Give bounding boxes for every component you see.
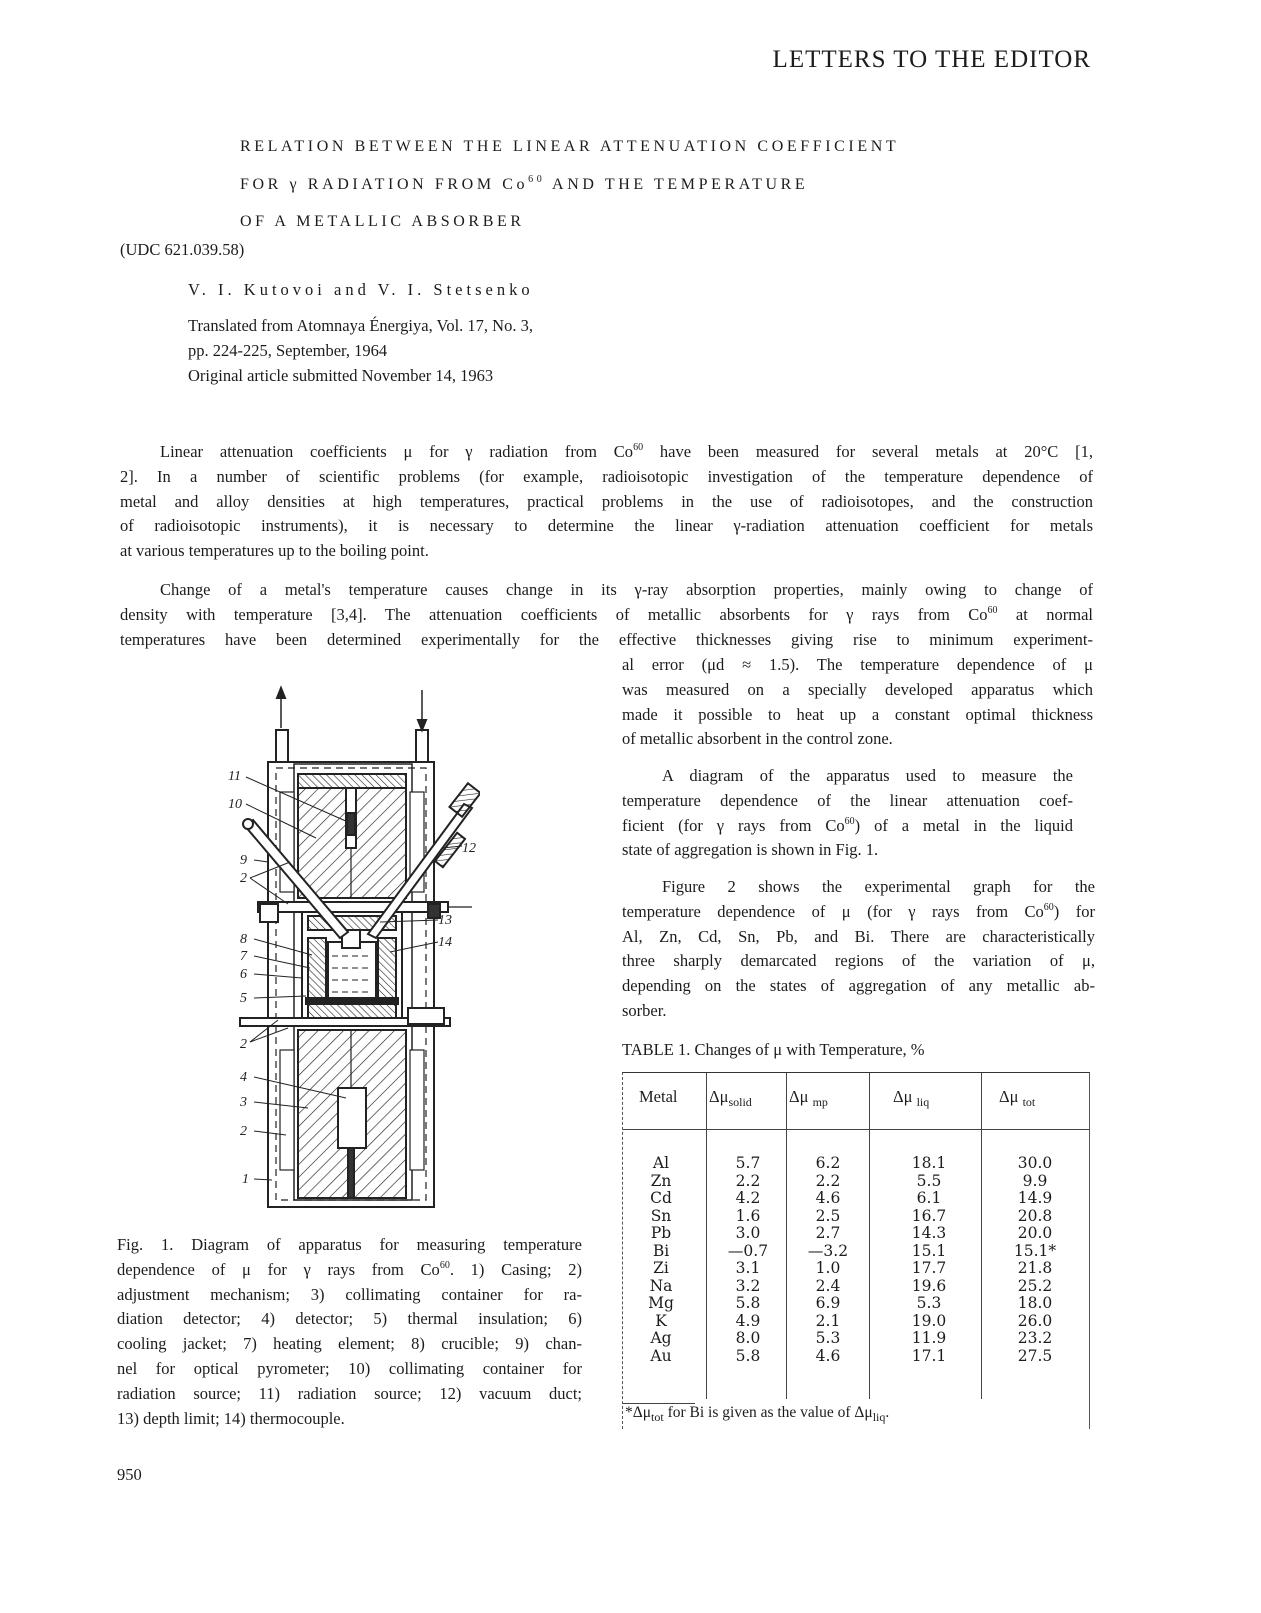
header-solid: $\Delta\mu_{solid}$: [709, 1087, 752, 1109]
label-2: 2: [240, 1124, 247, 1139]
text-segment: adjustment mechanism; 3) collimating container for ra-: [117, 1284, 582, 1304]
table-cell: 5.8: [735, 1294, 761, 1312]
table-cell: 5.8: [735, 1346, 761, 1365]
label-6: 6: [240, 967, 247, 982]
table-cell: Mg: [648, 1294, 674, 1312]
text-segment: ) of a metal in the liquid: [854, 815, 1073, 835]
label-1: 1: [242, 1172, 249, 1187]
table-cell: 18.0: [1017, 1294, 1053, 1312]
table-cell: 21.8: [1017, 1259, 1053, 1277]
table-cell: Sn: [650, 1206, 672, 1225]
text-segment: diation detector; 4) detector; 5) thermal insulation; 6): [117, 1309, 582, 1329]
text-segment: Linear attenuation coefficients μ for γ radiation from Co: [160, 442, 634, 461]
text-segment: al error (μd ≈ 1.5). The temperature dependence of μ: [622, 655, 1093, 674]
column-metal: [643, 1155, 679, 1365]
text-segment: Fig. 1. Diagram of apparatus for measuring temperature: [117, 1235, 582, 1254]
text-segment: radiation source; 11) radiation source; 12) vacuum duct;: [117, 1383, 582, 1403]
table-cell: 2.1: [815, 1311, 841, 1330]
superscript: 60: [844, 815, 855, 827]
text-segment: Original article submitted November 14, 1963: [188, 365, 494, 385]
table-cell: 4.9: [735, 1311, 761, 1330]
text-segment: . 1) Casing; 2): [449, 1259, 582, 1279]
text-line: [622, 727, 1093, 752]
text-line: [622, 925, 1095, 950]
text-segment: temperature dependence of μ (for γ rays from Co: [622, 901, 1044, 921]
label-9: 9: [240, 853, 247, 868]
text-line: [120, 465, 1093, 490]
text-line: [117, 1233, 582, 1258]
table-cell: Bi: [652, 1241, 670, 1260]
text-segment: metal and alloy densities at high temperatures, practical problems in the use of radioisotopes, and the construction: [120, 491, 1093, 511]
text-segment: three sharply demarcated regions of the variation of μ,: [622, 951, 1095, 971]
text-segment: density with temperature [3,4]. The attenuation coefficients of metallic absorbents for γ rays from Co: [120, 604, 988, 624]
text-line: [622, 764, 1073, 789]
text-segment: dependence of μ for γ rays from Co: [117, 1259, 440, 1279]
paragraph-2-continued: [622, 653, 1093, 752]
text-line: [622, 875, 1095, 900]
udc-code: (UDC 621.039.58): [120, 240, 245, 259]
label-3: 3: [240, 1095, 247, 1110]
page-number: 950: [117, 1465, 142, 1484]
text-segment: Translated from Atomnaya Énergiya, Vol. 17, No. 3,: [188, 316, 533, 335]
table-cell: 2.5: [815, 1206, 841, 1225]
text-line: [117, 1407, 582, 1432]
text-segment: A diagram of the apparatus used to measure the: [662, 766, 1073, 785]
data-table: [622, 1072, 1090, 1429]
header-metal: Metal: [639, 1087, 678, 1106]
table-cell: Zn: [650, 1171, 672, 1190]
table-cell: Au: [650, 1346, 672, 1365]
text-segment: Change of a metal's temperature causes change in its γ-ray absorption properties, mainly owing to change of: [160, 580, 1093, 599]
column-liq: [899, 1155, 959, 1365]
label-2: 2: [240, 871, 247, 886]
text-segment: depending on the states of aggregation of any metallic ab-: [622, 976, 1095, 996]
table-cell: 3.0: [735, 1224, 761, 1242]
label-4: 4: [240, 1070, 247, 1085]
text-segment: nel for optical pyrometer; 10) collimating container for: [117, 1358, 582, 1378]
table-cell: 19.6: [911, 1276, 947, 1295]
table-cell: 4.6: [815, 1189, 841, 1207]
label-14: 14: [438, 935, 452, 950]
text-segment: temperatures have been determined experimentally for the effective thicknesses giving rise to minimum experiment-: [120, 629, 1093, 649]
table-cell: —0.7: [727, 1241, 769, 1260]
text-line: [622, 974, 1095, 999]
superscript: 60: [528, 173, 546, 185]
table-cell: 3.2: [735, 1276, 761, 1295]
text-segment: FOR γ RADIATION FROM Co: [240, 175, 529, 193]
figure-caption: [117, 1233, 582, 1431]
table-cell: 18.1: [911, 1154, 947, 1172]
table-cell: 11.9: [911, 1329, 947, 1347]
label-2: 2: [240, 1037, 247, 1052]
table-cell: 4.2: [735, 1189, 761, 1207]
paragraph-1: [120, 440, 1093, 564]
table-cell: 5.3: [916, 1294, 942, 1312]
header-tot: Δμ $_{tot}$: [999, 1087, 1036, 1109]
label-5: 5: [240, 991, 247, 1006]
table-cell: 25.2: [1017, 1276, 1053, 1295]
label-8: 8: [240, 932, 247, 947]
paragraph-3: [622, 764, 1073, 863]
text-segment: temperature dependence of the linear attenuation coef-: [622, 790, 1073, 810]
text-segment: cooling jacket; 7) heating element; 8) crucible; 9) chan-: [117, 1334, 582, 1354]
text-line: [622, 703, 1093, 728]
authors: V. I. Kutovoi and V. I. Stetsenko: [188, 280, 534, 299]
text-segment: of metallic absorbent in the control zone.: [622, 729, 893, 749]
running-header: LETTERS TO THE EDITOR: [772, 46, 1091, 73]
text-line: [622, 999, 1095, 1024]
label-7: 7: [240, 949, 247, 964]
article-title: [120, 128, 900, 241]
text-segment: at normal: [997, 604, 1093, 624]
text-line: [120, 490, 1093, 515]
text-line: [117, 1332, 582, 1357]
column-solid: [723, 1155, 773, 1365]
header-mp: Δμ $_{mp}$: [789, 1087, 828, 1109]
text-line: [622, 949, 1095, 974]
text-line: [622, 900, 1095, 925]
text-line: [622, 678, 1093, 703]
text-segment: RELATION BETWEEN THE LINEAR ATTENUATION COEFFICIENT: [240, 138, 900, 155]
table-cell: Pb: [650, 1224, 672, 1242]
table-cell: 6.2: [815, 1154, 841, 1172]
text-segment: ) for: [1053, 901, 1095, 921]
label-10: 10: [228, 797, 242, 812]
table-cell: 8.0: [735, 1329, 761, 1347]
table-cell: 15.1: [911, 1241, 947, 1260]
text-segment: OF A METALLIC ABSORBER: [240, 213, 525, 230]
table-cell: 5.7: [735, 1154, 761, 1172]
table-cell: 9.9: [1022, 1171, 1048, 1190]
superscript: 60: [439, 1259, 450, 1271]
label-12: 12: [462, 841, 476, 856]
table-cell: 5.3: [815, 1329, 841, 1347]
text-segment: Figure 2 shows the experimental graph for the: [662, 877, 1095, 896]
text-segment: AND THE TEMPERATURE: [545, 175, 809, 193]
table-cell: 30.0: [1017, 1154, 1053, 1172]
table-cell: 1.6: [735, 1206, 761, 1225]
table-cell: 27.5: [1017, 1346, 1053, 1365]
table-cell: 5.5: [916, 1171, 942, 1190]
text-line: [117, 1357, 582, 1382]
table-cell: 19.0: [911, 1311, 947, 1330]
text-line: [188, 364, 533, 389]
table-cell: Zi: [653, 1259, 669, 1277]
paragraph-2: [120, 578, 1093, 652]
text-line: [622, 653, 1093, 678]
text-line: [120, 440, 1093, 465]
text-line: [117, 1283, 582, 1308]
text-line: [120, 578, 1093, 603]
text-segment: pp. 224-225, September, 1964: [188, 340, 388, 360]
text-segment: at various temperatures up to the boiling point.: [120, 541, 429, 561]
text-line: [120, 514, 1093, 539]
table-cell: 2.2: [735, 1171, 761, 1190]
text-segment: was measured on a specially developed apparatus which: [622, 679, 1093, 699]
text-line: [120, 628, 1093, 653]
text-line: [117, 1307, 582, 1332]
table-cell: 2.2: [815, 1171, 841, 1190]
column-tot: [1005, 1155, 1065, 1365]
table-cell: —3.2: [807, 1241, 849, 1260]
table-cell: 20.8: [1017, 1206, 1053, 1225]
text-line: [240, 166, 899, 204]
table-cell: 26.0: [1017, 1311, 1053, 1330]
text-line: [120, 539, 1093, 564]
text-line: [120, 603, 1093, 628]
table-cell: 16.7: [911, 1206, 947, 1225]
text-line: [622, 838, 1073, 863]
table-cell: 14.9: [1017, 1189, 1053, 1207]
superscript: 60: [1043, 901, 1054, 913]
table-cell: 3.1: [735, 1259, 761, 1277]
text-line: [188, 314, 533, 339]
table-cell: 1.0: [815, 1259, 841, 1277]
text-segment: of radioisotopic instruments), it is necessary to determine the linear γ-radiation attenuation coefficient for metals: [120, 516, 1093, 536]
table-cell: Al: [652, 1154, 670, 1172]
apparatus-diagram: [210, 680, 480, 1215]
text-segment: ficient (for γ rays from Co: [622, 815, 845, 835]
text-segment: 2]. In a number of scientific problems (for example, radioisotopic investigation of the temperature dependence of: [120, 466, 1093, 486]
table-cell: 2.7: [815, 1224, 841, 1242]
table-cell: Ag: [650, 1329, 672, 1347]
text-line: [240, 128, 899, 166]
text-segment: Al, Zn, Cd, Sn, Pb, and Bi. There are characteristically: [622, 926, 1095, 946]
table-cell: 6.9: [815, 1294, 841, 1312]
text-line: [117, 1258, 582, 1283]
text-segment: sorber.: [622, 1000, 667, 1020]
table-cell: 2.4: [815, 1276, 841, 1295]
table-cell: 17.7: [911, 1259, 947, 1277]
text-segment: made it possible to heat up a constant optimal thickness: [622, 704, 1093, 724]
label-11: 11: [228, 769, 241, 784]
table-cell: Na: [649, 1276, 673, 1295]
table-caption: TABLE 1. Changes of μ with Temperature, %: [622, 1040, 925, 1059]
table-cell: 23.2: [1017, 1329, 1053, 1347]
table-footnote: $*\Delta\mu_{tot}$ for Bi is given as the value of $\Delta\mu_{liq}$.: [625, 1404, 890, 1424]
table-cell: 14.3: [911, 1224, 947, 1242]
label-13: 13: [438, 913, 452, 928]
header-liq: Δμ $_{liq}$: [893, 1087, 930, 1109]
translation-note: [188, 314, 533, 388]
table-cell: 15.1*: [1013, 1241, 1057, 1260]
text-line: [622, 814, 1073, 839]
text-line: [240, 203, 899, 241]
paragraph-4: [622, 875, 1095, 1024]
table-cell: Cd: [650, 1189, 672, 1207]
superscript: 60: [987, 604, 998, 616]
superscript: 60: [633, 442, 644, 453]
column-mp: [803, 1155, 853, 1365]
table-cell: 20.0: [1017, 1224, 1053, 1242]
table-cell: K: [655, 1311, 667, 1330]
text-line: [622, 789, 1073, 814]
table-cell: 17.1: [911, 1346, 947, 1365]
table-cell: 4.6: [815, 1346, 841, 1365]
text-segment: state of aggregation is shown in Fig. 1.: [622, 840, 879, 860]
text-segment: have been measured for several metals at 20°C [1,: [643, 442, 1093, 461]
text-segment: 13) depth limit; 14) thermocouple.: [117, 1408, 345, 1428]
table-cell: 6.1: [916, 1189, 942, 1207]
text-line: [188, 339, 533, 364]
text-line: [117, 1382, 582, 1407]
